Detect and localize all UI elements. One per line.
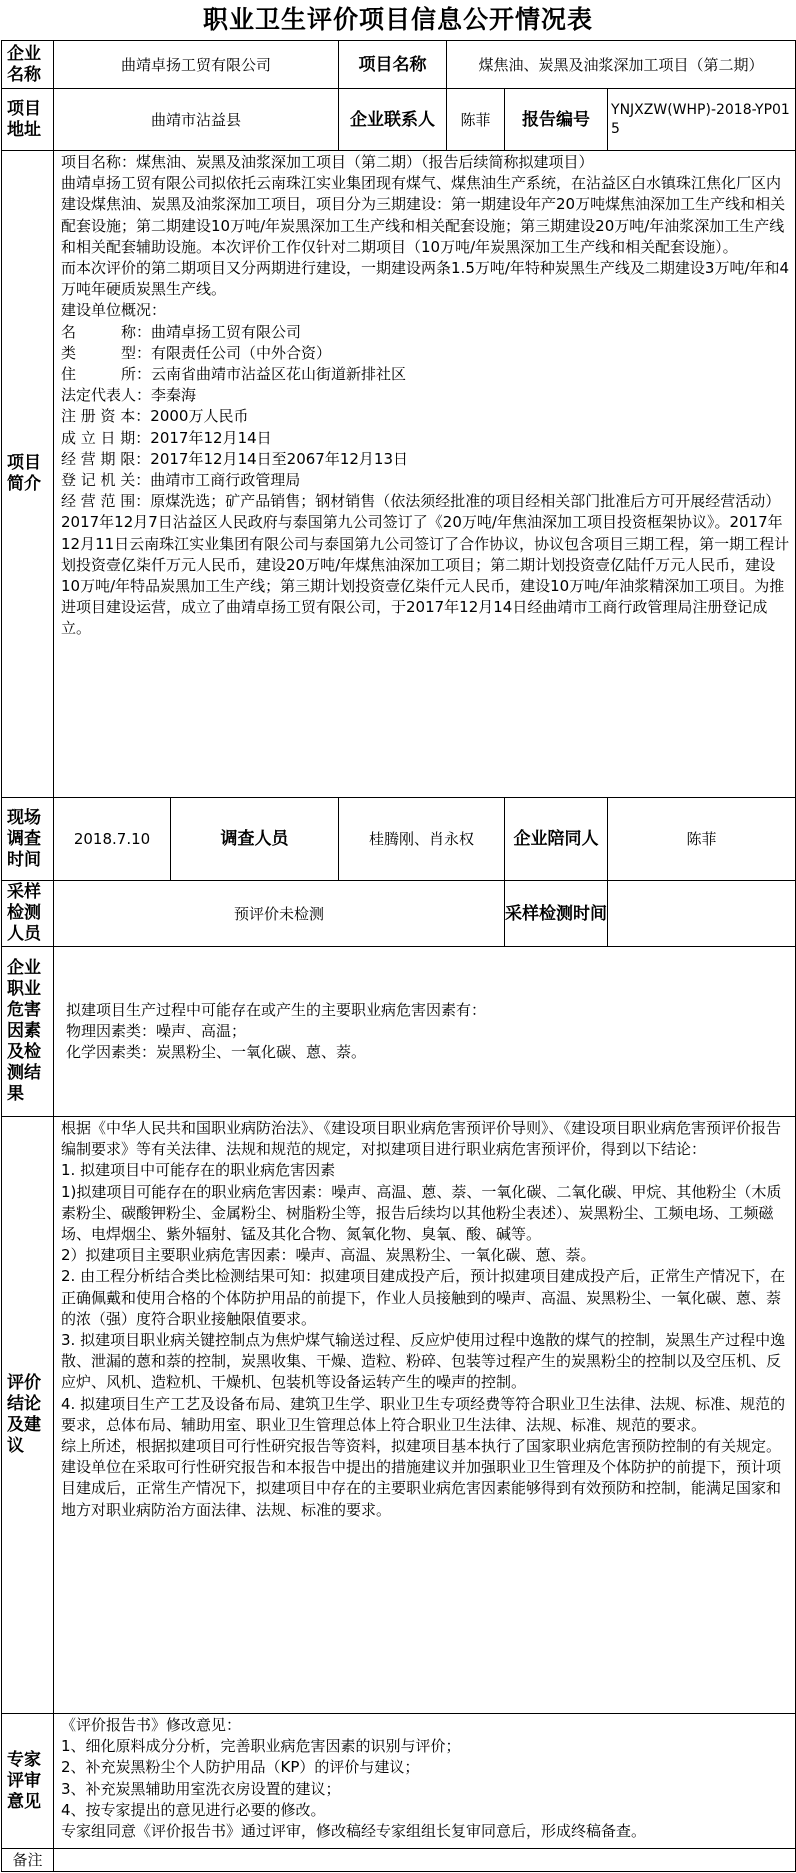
conclusion-content — [54, 1117, 796, 1714]
page-title: 职业卫生评价项目信息公开情况表 — [202, 5, 593, 34]
conclusion-paragraph: 2）拟建项目主要职业病危害因素：噪声、高温、炭黑粉尘、一氧化碳、蒽、萘。 — [61, 1246, 596, 1265]
intro-paragraph: 而本次评价的第二期项目又分两期进行建设，一期建设两条1.5万吨/年特种炭黑生产线及二期建设3万吨/年和4万吨年硬质炭黑生产线。 — [61, 259, 790, 299]
conclusion-paragraph: 综上所述，根据拟建项目可行性研究报告等资料，拟建项目基本执行了国家职业病危害预防控制的有关规定。建设单位在采取可行性研究报告和本报告中提出的措施建议并加强职业卫生管理及个体防护的前提下，预计项目建成后，正常生产情况下，拟建项目中存在的主要职业病危害因素能够得到有效预防和控制，能满足国家和地方对职业病防治方面法律、法规、标准的要求。 — [61, 1437, 782, 1519]
row-remarks — [2, 1849, 796, 1872]
sampling-time-label: 采样检测时间 — [505, 881, 608, 947]
enterprise-name-value: 曲靖卓扬工贸有限公司 — [54, 41, 339, 89]
row-conclusion — [2, 1117, 796, 1714]
intro-paragraph: 法定代表人：李秦海 — [61, 386, 197, 405]
row-survey — [2, 798, 796, 881]
expert-review-line: 1、细化原料成分分析，完善职业病危害因素的识别与评价； — [61, 1737, 461, 1756]
conclusion-paragraph: 根据《中华人民共和国职业病防治法》、《建设项目职业病危害预评价导则》、《建设项目职业病危害预评价报告编制要求》等有关法律、法规和规范的规定，对拟建项目进行职业病危害预评价，得到以下结论： — [61, 1119, 782, 1159]
enterprise-contact-label: 企业联系人 — [339, 89, 447, 151]
expert-review-line: 《评价报告书》修改意见： — [61, 1716, 242, 1734]
row-project-intro — [2, 151, 796, 798]
hazards-line: 物理因素类：噪声、高温； — [66, 1022, 247, 1040]
hazards-line: 拟建项目生产过程中可能存在或产生的主要职业病危害因素有： — [66, 1001, 487, 1019]
conclusion-paragraph: 1)拟建项目可能存在的职业病危害因素：噪声、高温、蒽、萘、一氧化碳、二氧化碳、甲烷、其他粉尘（木质素粉尘、碳酸钾粉尘、金属粉尘、树脂粉尘等，报告后续均以其他粉尘表述）、炭黑粉尘、工频电场、工频磁场、电焊烟尘、紫外辐射、锰及其化合物、氮氧化物、臭氧、酸、碱等。 — [61, 1182, 782, 1244]
enterprise-name-label: 企业名称 — [2, 41, 54, 89]
expert-review-line: 专家组同意《评价报告书》通过评审，修改稿经专家组组长复审同意后，形成终稿备查。 — [61, 1822, 647, 1841]
row-experts — [2, 1714, 796, 1849]
expert-review-line: 3、补充炭黑辅助用室洗衣房设置的建议； — [61, 1779, 341, 1798]
project-name-label: 项目名称 — [339, 41, 447, 89]
row-address — [2, 89, 796, 151]
expert-review-line: 4、按专家提出的意见进行必要的修改。 — [61, 1800, 326, 1819]
project-intro-label: 项目简介 — [2, 151, 54, 798]
row-sampling — [2, 881, 796, 947]
remarks-label: 备注 — [2, 1849, 54, 1872]
sampling-time-value — [608, 881, 796, 947]
intro-paragraph: 名 称：曲靖卓扬工贸有限公司 — [61, 322, 302, 341]
row-enterprise — [2, 41, 796, 89]
report-number-label: 报告编号 — [505, 89, 608, 151]
survey-people-label: 调查人员 — [171, 798, 339, 881]
hazards-label: 企业职业危害因素及检测结果 — [2, 947, 54, 1117]
intro-paragraph: 经 营 范 围：原煤洗选；矿产品销售；钢材销售（依法须经批准的项目经相关部门批准后方可开展经营活动） — [61, 492, 781, 511]
sampling-people-label: 采样检测人员 — [2, 881, 54, 947]
intro-paragraph: 登 记 机 关：曲靖市工商行政管理局 — [61, 471, 301, 490]
conclusion-paragraph: 3. 拟建项目职业病关键控制点为焦炉煤气输送过程、反应炉使用过程中逸散的煤气的控制，炭黑生产过程中逸散、泄漏的蒽和萘的控制，炭黑收集、干燥、造粒、粉碎、包装等过程产生的炭黑粉尘的控制以及空压机、反应炉、风机、造粒机、干燥机、包装机等设备运转产生的噪声的控制。 — [61, 1331, 786, 1392]
sampling-people-value: 预评价未检测 — [54, 881, 505, 947]
remarks-value — [54, 1849, 796, 1872]
conclusion-paragraph: 1. 拟建项目中可能存在的职业病危害因素 — [61, 1161, 336, 1180]
conclusion-paragraph: 2. 由工程分析结合类比检测结果可知：拟建项目建成投产后，预计拟建项目建成投产后，正常生产情况下，在正确佩戴和使用合格的个体防护用品的前提下，作业人员接触到的噪声、高温、炭黑粉尘、一氧化碳、蒽、萘的浓（强）度符合职业接触限值要求。 — [61, 1267, 786, 1328]
project-intro-content — [54, 151, 796, 798]
row-hazards — [2, 947, 796, 1117]
project-address-label: 项目地址 — [2, 89, 54, 151]
project-address-value: 曲靖市沾益县 — [54, 89, 339, 151]
project-name-value: 煤焦油、炭黑及油浆深加工项目（第二期） — [447, 41, 796, 89]
intro-paragraph: 2017年12月7日沾益区人民政府与泰国第九公司签订了《20万吨/年焦油深加工项目投资框架协议》。2017年12月11日云南珠江实业集团有限公司与泰国第九公司签订了合作协议，协议包含项目三期工程，第一期工程计划投资壹亿柒仟万元人民币，建设20万吨/年煤焦油深加工项目；第二期计划投资壹亿陆仟万元人民币，建设10万吨/年特品炭黑加工生产线；第三期计划投资壹亿柒仟元人民币，建设10万吨/年油浆精深加工项目。为推进项目建设运营，成立了曲靖卓扬工贸有限公司，于2017年12月14日经曲靖市工商行政管理局注册登记成立。 — [61, 513, 790, 638]
escort-label: 企业陪同人 — [505, 798, 608, 881]
info-table — [1, 40, 796, 1872]
intro-paragraph: 经 营 期 限：2017年12月14日至2067年12月13日 — [61, 449, 409, 468]
report-number-value: YNJXZW(WHP)-2018-YP015 — [608, 89, 796, 151]
expert-review-label: 专家评审意见 — [2, 1714, 54, 1849]
intro-paragraph: 类 型：有限责任公司（中外合资） — [61, 343, 332, 362]
conclusion-paragraph: 4. 拟建项目生产工艺及设备布局、建筑卫生学、职业卫生专项经费等符合职业卫生法律、法规、标准、规范的要求，总体布局、辅助用室、职业卫生管理总体上符合职业卫生法律、法规、标准、规范的要求。 — [61, 1394, 786, 1434]
intro-paragraph: 注 册 资 本：2000万人民币 — [61, 407, 249, 426]
intro-paragraph: 曲靖卓扬工贸有限公司拟依托云南珠江实业集团现有煤气、煤焦油生产系统，在沾益区白水镇珠江焦化厂区内建设煤焦油、炭黑及油浆深加工项目，项目分为三期建设：第一期建设年产20万吨煤焦油深加工生产线和相关配套设施；第二期建设10万吨/年炭黑深加工生产线和相关配套设施；第三期建设20万吨/年油浆深加工生产线和相关配套辅助设施。本次评价工作仅针对二期项目（10万吨/年炭黑深加工生产线和相关配套设施）。 — [61, 174, 786, 256]
intro-paragraph: 项目名称：煤焦油、炭黑及油浆深加工项目（第二期）（报告后续简称拟建项目） — [61, 153, 594, 171]
hazards-line: 化学因素类：炭黑粉尘、一氧化碳、蒽、萘。 — [66, 1043, 367, 1061]
intro-paragraph: 建设单位概况： — [61, 301, 167, 320]
expert-review-line: 2、补充炭黑粉尘个人防护用品（KP）的评价与建议； — [61, 1758, 420, 1777]
intro-paragraph: 成 立 日 期：2017年12月14日 — [61, 428, 272, 447]
intro-paragraph: 住 所：云南省曲靖市沾益区花山街道新排社区 — [61, 365, 407, 384]
survey-time-value: 2018.7.10 — [54, 798, 171, 881]
expert-review-content — [54, 1714, 796, 1849]
survey-people-value: 桂腾刚、肖永权 — [339, 798, 505, 881]
survey-time-label: 现场调查时间 — [2, 798, 54, 881]
conclusion-label: 评价结论及建议 — [2, 1117, 54, 1714]
escort-value: 陈菲 — [608, 798, 796, 881]
hazards-content — [54, 947, 796, 1117]
enterprise-contact-value: 陈菲 — [447, 89, 505, 151]
